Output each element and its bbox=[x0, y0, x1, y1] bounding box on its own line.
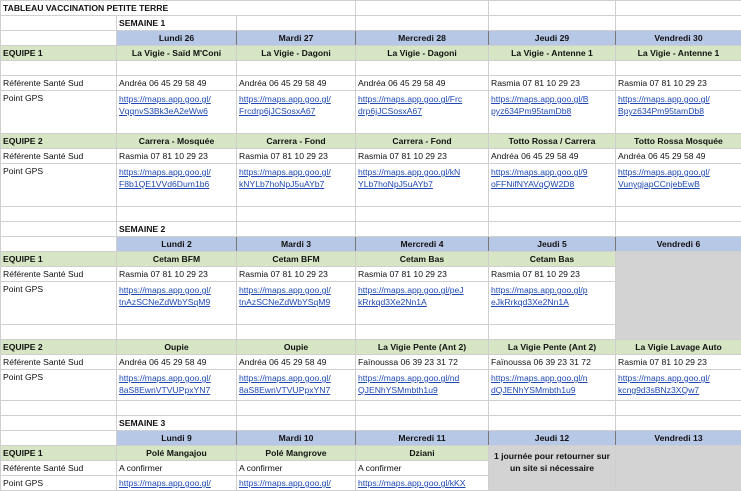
referent-cell[interactable]: Rasmia 07 81 10 29 23 bbox=[489, 76, 616, 91]
empty-cell[interactable] bbox=[356, 61, 489, 76]
cell[interactable] bbox=[1, 222, 117, 237]
empty-cell[interactable] bbox=[616, 61, 741, 76]
referent-cell[interactable]: A confirmer bbox=[237, 461, 356, 476]
cell[interactable] bbox=[616, 416, 741, 431]
gps-link[interactable]: https://maps.app.goo.gl/ tnAzSCNeZdWbYSqM9 bbox=[117, 282, 237, 325]
cell[interactable] bbox=[237, 416, 356, 431]
site-cell[interactable]: Oupie bbox=[237, 340, 356, 355]
day-header: Jeudi 12 bbox=[489, 431, 616, 446]
closed-day-cell[interactable] bbox=[616, 446, 741, 491]
referent-cell[interactable]: Andréa 06 45 29 58 49 bbox=[117, 76, 237, 91]
row-label: Point GPS bbox=[1, 370, 117, 401]
referent-cell[interactable]: Rasmia 07 81 10 29 23 bbox=[237, 267, 356, 282]
empty-cell[interactable] bbox=[489, 61, 616, 76]
referent-cell[interactable]: Andréa 06 45 29 58 49 bbox=[616, 149, 741, 164]
row-label: Référente Santé Sud bbox=[1, 149, 117, 164]
site-cell[interactable]: La Vigie - Dagoni bbox=[356, 46, 489, 61]
site-cell[interactable]: La Vigie Lavage Auto bbox=[616, 340, 741, 355]
gps-link[interactable]: https://maps.app.goo.gl/ 8aS8EwnVTVUPpxYN7 bbox=[237, 370, 356, 401]
gps-link[interactable]: https://maps.app.goo.gl/kKX bbox=[356, 476, 489, 491]
day-header: Vendredi 13 bbox=[616, 431, 741, 446]
gps-link[interactable]: https://maps.app.goo.gl/p eJkRrkqd3Xe2Nn1A bbox=[489, 282, 616, 325]
referent-cell[interactable]: Rasmia 07 81 10 29 23 bbox=[616, 76, 741, 91]
gps-link[interactable]: https://maps.app.goo.gl/nd QJENhYSMmbth1u9 bbox=[356, 370, 489, 401]
row-label: Référente Santé Sud bbox=[1, 267, 117, 282]
empty-cell[interactable] bbox=[356, 401, 489, 416]
gps-link[interactable]: https://maps.app.goo.gl/ VqqnvS3Bk3eA2eWw6 bbox=[117, 91, 237, 134]
empty-cell[interactable] bbox=[489, 325, 616, 340]
referent-cell[interactable]: Faïnoussa 06 39 23 31 72 bbox=[356, 355, 489, 370]
referent-cell[interactable]: Rasmia 07 81 10 29 23 bbox=[356, 267, 489, 282]
empty-cell[interactable] bbox=[117, 207, 237, 222]
cell[interactable] bbox=[356, 1, 489, 16]
day-header: Mardi 3 bbox=[237, 237, 356, 252]
referent-cell[interactable]: A confirmer bbox=[356, 461, 489, 476]
week-label: SEMAINE 2 bbox=[117, 222, 237, 237]
note-cell[interactable]: 1 journée pour retourner sur un site si nécessaire bbox=[489, 446, 616, 491]
empty-cell[interactable] bbox=[489, 207, 616, 222]
referent-cell[interactable]: Rasmia 07 81 10 29 23 bbox=[356, 149, 489, 164]
empty-cell[interactable] bbox=[1, 325, 117, 340]
cell[interactable] bbox=[616, 222, 741, 237]
day-header: Lundi 2 bbox=[117, 237, 237, 252]
gps-link[interactable]: https://maps.app.goo.gl/ F8b1QE1VVd6Dum1b6 bbox=[117, 164, 237, 207]
cell[interactable] bbox=[1, 431, 117, 446]
empty-cell[interactable] bbox=[117, 325, 237, 340]
site-cell[interactable]: La Vigie Pente (Ant 2) bbox=[356, 340, 489, 355]
closed-day-cell[interactable] bbox=[616, 252, 741, 340]
empty-cell[interactable] bbox=[1, 61, 117, 76]
referent-cell[interactable]: Andréa 06 45 29 58 49 bbox=[117, 355, 237, 370]
referent-cell[interactable]: Andréa 06 45 29 58 49 bbox=[237, 76, 356, 91]
referent-cell[interactable]: Andréa 06 45 29 58 49 bbox=[489, 149, 616, 164]
referent-cell[interactable]: Rasmia 07 81 10 29 23 bbox=[117, 267, 237, 282]
gps-link[interactable]: https://maps.app.goo.gl/ Frcdrp6jJCSosxA67 bbox=[237, 91, 356, 134]
site-cell[interactable]: Cetam Bas bbox=[356, 252, 489, 267]
site-cell[interactable]: La Vigie Pente (Ant 2) bbox=[489, 340, 616, 355]
row-label: Référente Santé Sud bbox=[1, 355, 117, 370]
site-cell[interactable]: Carrera - Fond bbox=[356, 134, 489, 149]
gps-link[interactable]: https://maps.app.goo.gl/ bbox=[237, 476, 356, 491]
referent-cell[interactable]: A confirmer bbox=[117, 461, 237, 476]
day-header: Mercredi 28 bbox=[356, 31, 489, 46]
day-header: Mercredi 11 bbox=[356, 431, 489, 446]
day-header: Mardi 27 bbox=[237, 31, 356, 46]
cell[interactable] bbox=[489, 16, 616, 31]
row-label: Référente Santé Sud bbox=[1, 461, 117, 476]
gps-link[interactable]: https://maps.app.goo.gl/ tnAzSCNeZdWbYSqM9 bbox=[237, 282, 356, 325]
gps-link[interactable]: https://maps.app.goo.gl/ bbox=[117, 476, 237, 491]
week-label: SEMAINE 1 bbox=[117, 16, 237, 31]
cell[interactable] bbox=[237, 222, 356, 237]
cell[interactable] bbox=[237, 16, 356, 31]
empty-cell[interactable] bbox=[117, 61, 237, 76]
site-cell[interactable]: La Vigie - Saïd M'Coni bbox=[117, 46, 237, 61]
gps-link[interactable]: https://maps.app.goo.gl/Frc drp6jJCSosxA67 bbox=[356, 91, 489, 134]
day-header: Lundi 9 bbox=[117, 431, 237, 446]
site-cell[interactable]: Totto Rossa Mosquée bbox=[616, 134, 741, 149]
site-cell[interactable]: La Vigie - Antenne 1 bbox=[616, 46, 741, 61]
team-label: EQUIPE 1 bbox=[1, 46, 117, 61]
day-header: Jeudi 5 bbox=[489, 237, 616, 252]
gps-link[interactable]: https://maps.app.goo.gl/n dQJENhYSMmbth1u9 bbox=[489, 370, 616, 401]
cell[interactable] bbox=[1, 31, 117, 46]
day-header: Mercredi 4 bbox=[356, 237, 489, 252]
empty-cell[interactable] bbox=[237, 207, 356, 222]
row-label: Point GPS bbox=[1, 164, 117, 207]
row-label: Point GPS bbox=[1, 476, 117, 491]
site-cell[interactable]: Cetam BFM bbox=[237, 252, 356, 267]
site-cell[interactable]: Polé Mangrove bbox=[237, 446, 356, 461]
empty-cell[interactable] bbox=[1, 207, 117, 222]
cell[interactable] bbox=[489, 416, 616, 431]
empty-cell[interactable] bbox=[616, 207, 741, 222]
sheet-title: TABLEAU VACCINATION PETITE TERRE bbox=[1, 1, 356, 16]
site-cell[interactable]: Carrera - Mosquée bbox=[117, 134, 237, 149]
day-header: Vendredi 30 bbox=[616, 31, 741, 46]
empty-cell[interactable] bbox=[237, 325, 356, 340]
row-label: Point GPS bbox=[1, 91, 117, 134]
site-cell[interactable]: Carrera - Fond bbox=[237, 134, 356, 149]
row-label: Référente Santé Sud bbox=[1, 76, 117, 91]
cell[interactable] bbox=[356, 16, 489, 31]
team-label: EQUIPE 1 bbox=[1, 252, 117, 267]
week-label: SEMAINE 3 bbox=[117, 416, 237, 431]
referent-cell[interactable]: Rasmia 07 81 10 29 23 bbox=[237, 149, 356, 164]
site-cell[interactable]: Polé Mangajou bbox=[117, 446, 237, 461]
empty-cell[interactable] bbox=[356, 207, 489, 222]
row-label: Point GPS bbox=[1, 282, 117, 325]
site-cell[interactable]: Dziani bbox=[356, 446, 489, 461]
empty-cell[interactable] bbox=[1, 401, 117, 416]
empty-cell[interactable] bbox=[356, 325, 489, 340]
referent-cell[interactable]: Rasmia 07 81 10 29 23 bbox=[616, 355, 741, 370]
cell[interactable] bbox=[1, 16, 117, 31]
team-label: EQUIPE 2 bbox=[1, 134, 117, 149]
gps-link[interactable]: https://maps.app.goo.gl/B pyz634Pm95tamDb8 bbox=[489, 91, 616, 134]
gps-link[interactable]: https://maps.app.goo.gl/ kNYLb7hoNpJ5uAYb7 bbox=[237, 164, 356, 207]
site-cell[interactable]: Oupie bbox=[117, 340, 237, 355]
gps-link[interactable]: https://maps.app.goo.gl/kN YLb7hoNpJ5uAYb7 bbox=[356, 164, 489, 207]
cell[interactable] bbox=[1, 237, 117, 252]
gps-link[interactable]: https://maps.app.goo.gl/ Bpyz634Pm95tamDb8 bbox=[616, 91, 741, 134]
site-cell[interactable]: La Vigie - Antenne 1 bbox=[489, 46, 616, 61]
empty-cell[interactable] bbox=[616, 401, 741, 416]
gps-link[interactable]: https://maps.app.goo.gl/ VunygjapCCnjebEwB bbox=[616, 164, 741, 207]
cell[interactable] bbox=[489, 1, 616, 16]
day-header: Lundi 26 bbox=[117, 31, 237, 46]
referent-cell[interactable]: Andréa 06 45 29 58 49 bbox=[237, 355, 356, 370]
cell[interactable] bbox=[489, 222, 616, 237]
empty-cell[interactable] bbox=[489, 401, 616, 416]
day-header: Vendredi 6 bbox=[616, 237, 741, 252]
cell[interactable] bbox=[356, 222, 489, 237]
cell[interactable] bbox=[616, 16, 741, 31]
cell[interactable] bbox=[356, 416, 489, 431]
cell[interactable] bbox=[1, 416, 117, 431]
referent-cell[interactable]: Faïnoussa 06 39 23 31 72 bbox=[489, 355, 616, 370]
referent-cell[interactable]: Rasmia 07 81 10 29 23 bbox=[117, 149, 237, 164]
team-label: EQUIPE 1 bbox=[1, 446, 117, 461]
team-label: EQUIPE 2 bbox=[1, 340, 117, 355]
empty-cell[interactable] bbox=[117, 401, 237, 416]
site-cell[interactable]: Totto Rossa / Carrera bbox=[489, 134, 616, 149]
empty-cell[interactable] bbox=[237, 401, 356, 416]
day-header: Jeudi 29 bbox=[489, 31, 616, 46]
site-cell[interactable]: Cetam Bas bbox=[489, 252, 616, 267]
empty-cell[interactable] bbox=[237, 61, 356, 76]
cell[interactable] bbox=[616, 1, 741, 16]
gps-link[interactable]: https://maps.app.goo.gl/ 8aS8EwnVTVUPpxYN7 bbox=[117, 370, 237, 401]
gps-link[interactable]: https://maps.app.goo.gl/ kcng9d3sBNz3XQw7 bbox=[616, 370, 741, 401]
gps-link[interactable]: https://maps.app.goo.gl/peJ kRrkqd3Xe2Nn1A bbox=[356, 282, 489, 325]
site-cell[interactable]: La Vigie - Dagoni bbox=[237, 46, 356, 61]
referent-cell[interactable]: Rasmia 07 81 10 29 23 bbox=[489, 267, 616, 282]
gps-link[interactable]: https://maps.app.goo.gl/9 oFFNifNYAVqQW2D8 bbox=[489, 164, 616, 207]
referent-cell[interactable]: Andréa 06 45 29 58 49 bbox=[356, 76, 489, 91]
day-header: Mardi 10 bbox=[237, 431, 356, 446]
site-cell[interactable]: Cetam BFM bbox=[117, 252, 237, 267]
